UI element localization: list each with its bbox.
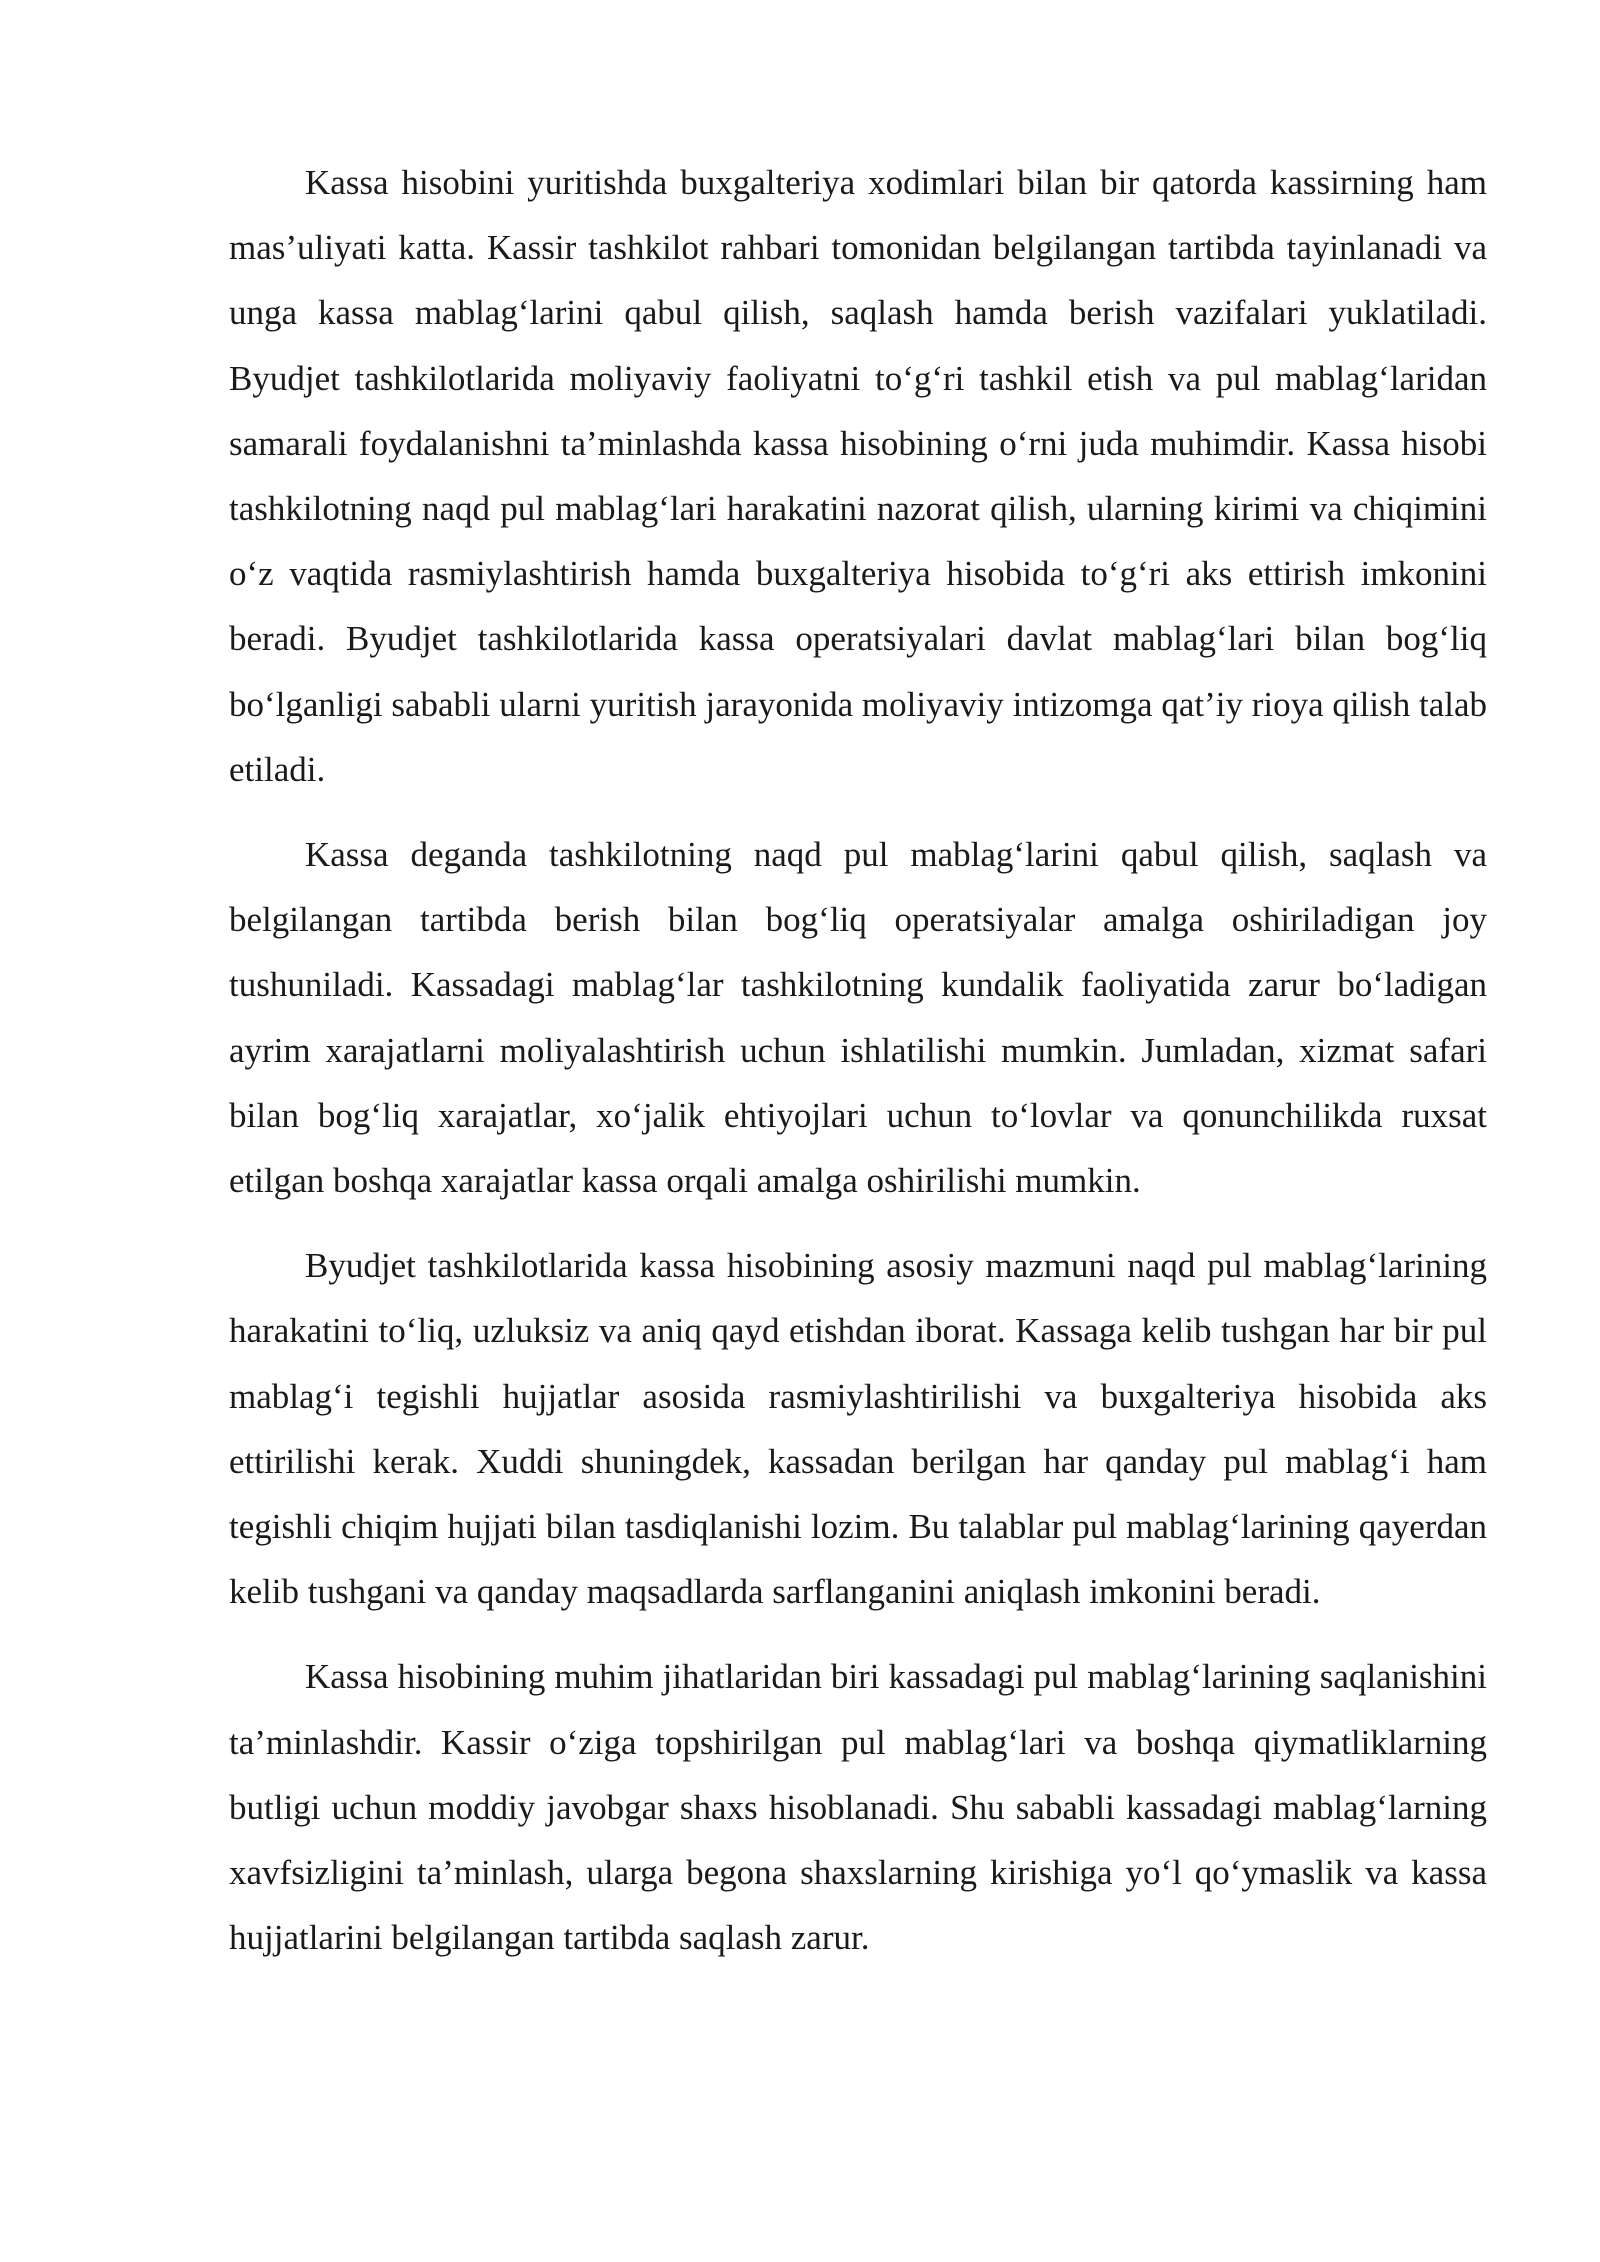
paragraph-2: Kassa deganda tashkilotning naqd pul mablag‘larini qabul qilish, saqlash va belgilangan tartibda berish bilan bog‘liq operatsiyalar amalga oshiriladigan joy tushuniladi. Kassadagi mablag‘lar tashkilotning kundalik faoliyatida zarur bo‘ladigan ayrim xarajatlarni moliyalashtirish uchun ishlatilishi mumkin. Jumladan, xizmat safari bilan bog‘liq xarajatlar, xo‘jalik ehtiyojlari uchun to‘lovlar va qonunchilikda ruxsat etilgan boshqa xarajatlar kassa orqali amalga oshirilishi mumkin.: [229, 835, 1487, 1201]
paragraph-1: Kassa hisobini yuritishda buxgalteriya xodimlari bilan bir qatorda kassirning ham mas’uliyati katta. Kassir tashkilot rahbari tomonidan belgilangan tartibda tayinlanadi va unga kassa mablag‘larini qabul qilish, saqlash hamda berish vazifalari yuklatiladi. Byudjet tashkilotlarida moliyaviy faoliyatni to‘g‘ri tashkil etish va pul mablag‘laridan samarali foydalanishni ta’minlashda kassa hisobining o‘rni juda muhimdir. Kassa hisobi tashkilotning naqd pul mablag‘lari harakatini nazorat qilish, ularning kirimi va chiqimini o‘z vaqtida rasmiylashtirish hamda buxgalteriya hisobida to‘g‘ri aks ettirish imkonini beradi. Byudjet tashkilotlarida kassa operatsiyalari davlat mablag‘lari bilan bog‘liq bo‘lganligi sababli ularni yuritish jarayonida moliyaviy intizomga qat’iy rioya qilish talab etiladi.: [229, 163, 1487, 789]
paragraph-4: Kassa hisobining muhim jihatlaridan biri kassadagi pul mablag‘larining saqlanishini ta’minlashdir. Kassir o‘ziga topshirilgan pul mablag‘lari va boshqa qiymatliklarning butligi uchun moddiy javobgar shaxs hisoblanadi. Shu sababli kassadagi mablag‘larning xavfsizligini ta’minlash, ularga begona shaxslarning kirishiga yo‘l qo‘ymaslik va kassa hujjatlarini belgilangan tartibda saqlash zarur.: [229, 1657, 1487, 1958]
paragraph-3: Byudjet tashkilotlarida kassa hisobining asosiy mazmuni naqd pul mablag‘larining harakatini to‘liq, uzluksiz va aniq qayd etishdan iborat. Kassaga kelib tushgan har bir pul mablag‘i tegishli hujjatlar asosida rasmiylashtirilishi va buxgalteriya hisobida aks ettirilishi kerak. Xuddi shuningdek, kassadan berilgan har qanday pul mablag‘i ham tegishli chiqim hujjati bilan tasdiqlanishi lozim. Bu talablar pul mablag‘larining qayerdan kelib tushgani va qanday maqsadlarda sarflanganini aniqlash imkonini beradi.: [229, 1246, 1487, 1612]
document-body: [229, 150, 1487, 1970]
